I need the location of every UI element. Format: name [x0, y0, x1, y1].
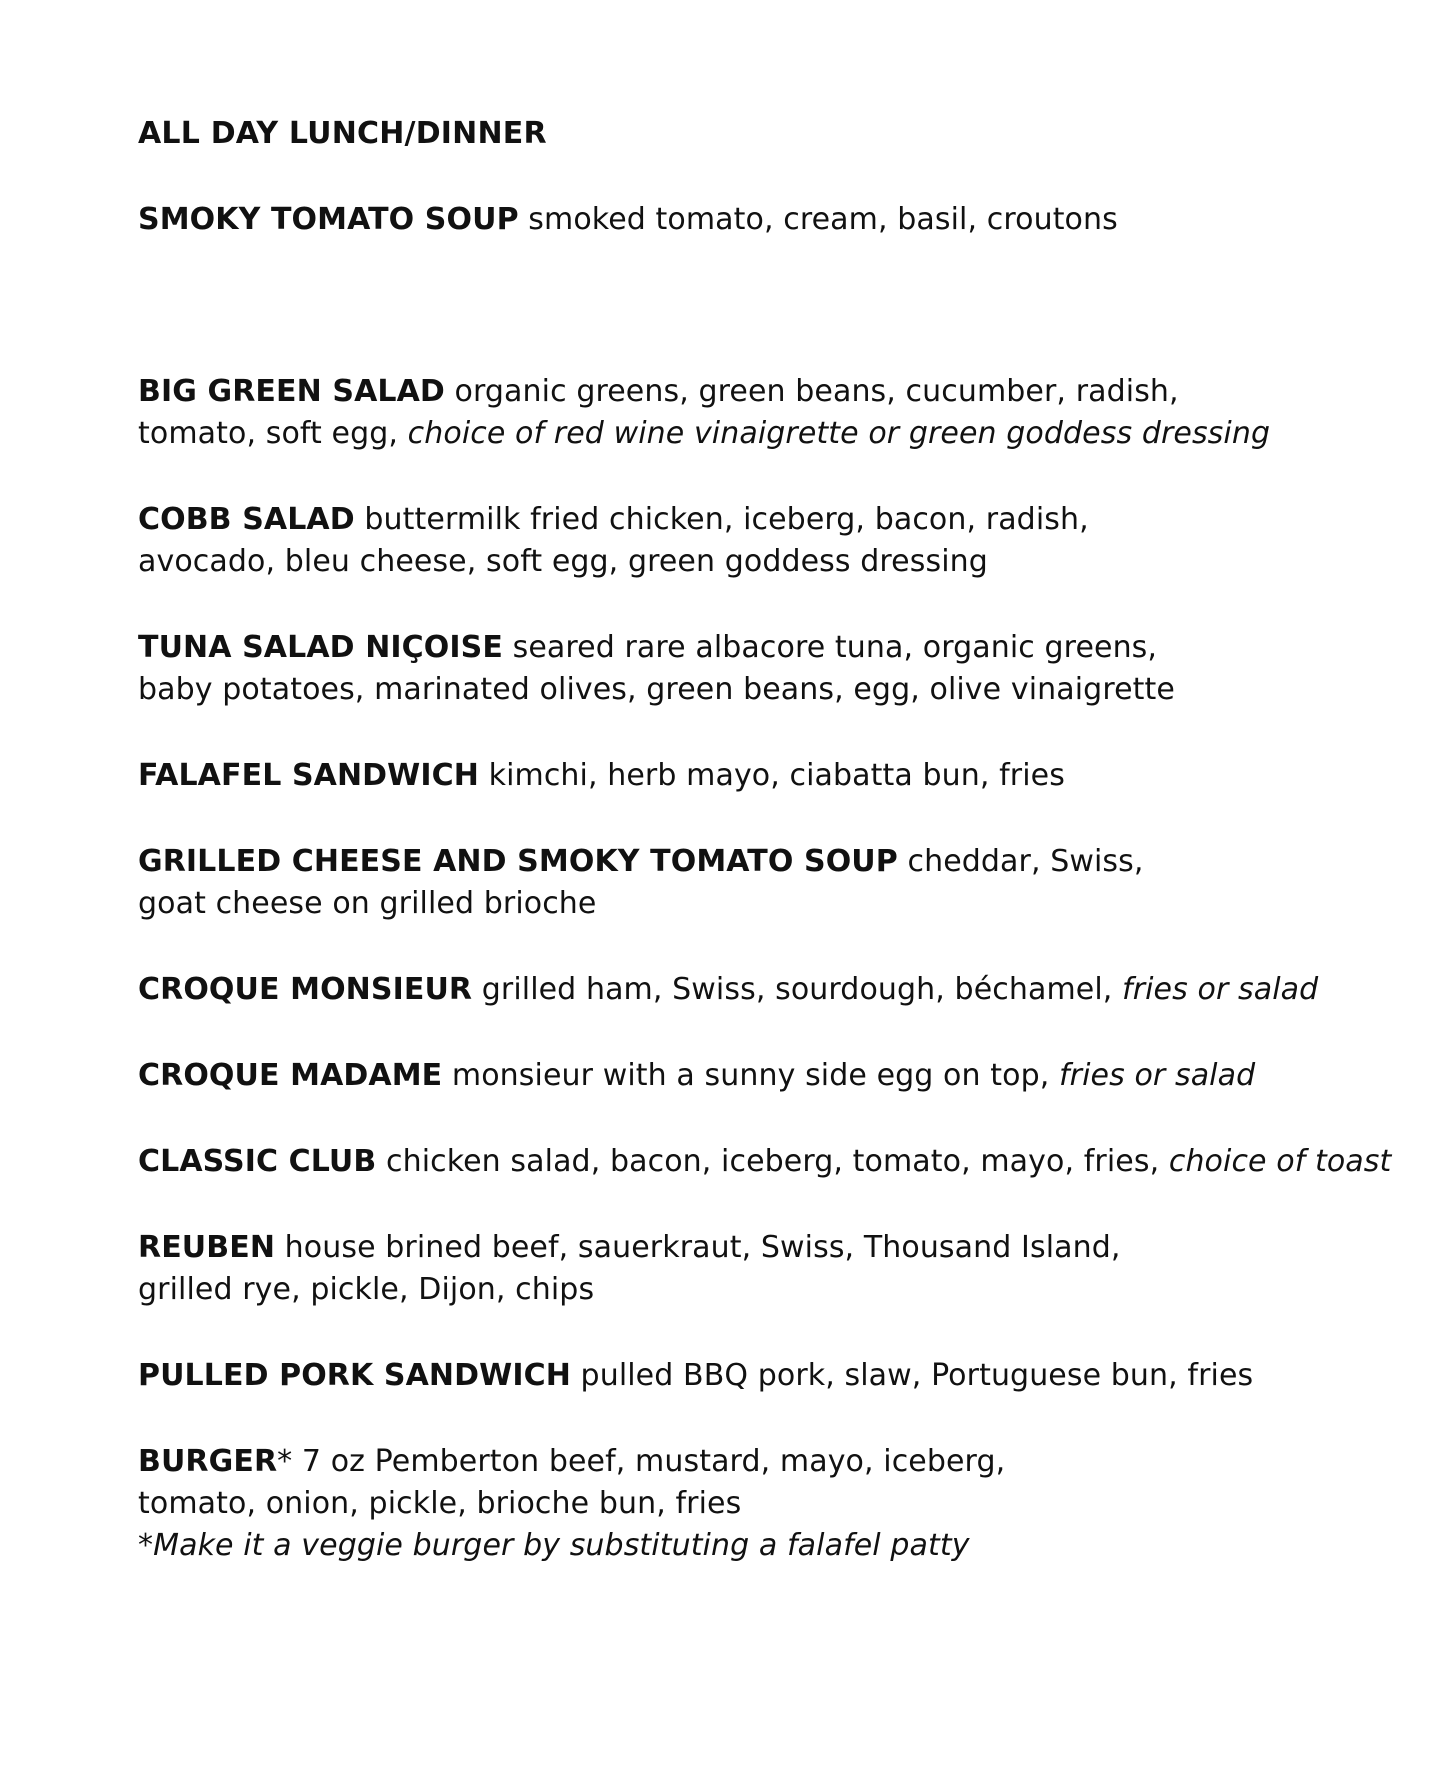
item-note: choice of red wine vinaigrette or green goddess dressing — [407, 416, 1271, 451]
item-name: CLASSIC CLUB — [138, 1144, 377, 1179]
item-line — [138, 969, 1428, 1011]
menu-item-reuben — [138, 1227, 1428, 1311]
item-line — [138, 199, 1428, 241]
menu-item-falafel-sandwich — [138, 755, 1428, 797]
item-name: PULLED PORK SANDWICH — [138, 1358, 571, 1393]
item-name: GRILLED CHEESE AND SMOKY TOMATO SOUP — [138, 844, 898, 879]
item-line — [138, 1441, 1428, 1483]
item-line — [138, 1483, 1428, 1525]
item-footnote: *Make it a veggie burger by substituting a falafel patty — [138, 1528, 970, 1563]
item-description: chicken salad, bacon, iceberg, tomato, mayo, fries, — [376, 1144, 1169, 1179]
item-line — [138, 1227, 1428, 1269]
menu-item-classic-club — [138, 1141, 1428, 1183]
item-description: avocado, bleu cheese, soft egg, green goddess dressing — [138, 544, 988, 579]
item-name: FALAFEL SANDWICH — [138, 758, 479, 793]
item-description: pulled BBQ pork, slaw, Portuguese bun, fries — [570, 1358, 1254, 1393]
item-name: SMOKY TOMATO SOUP — [138, 202, 519, 237]
menu-item-tuna-salad-nicoise — [138, 627, 1428, 711]
item-description: smoked tomato, cream, basil, croutons — [518, 202, 1118, 237]
item-note: choice of toast — [1168, 1144, 1392, 1179]
item-name: TUNA SALAD NIÇOISE — [138, 630, 503, 665]
item-line — [138, 627, 1428, 669]
menu-item-big-green-salad — [138, 371, 1428, 455]
item-description: house brined beef, sauerkraut, Swiss, Thousand Island, — [275, 1230, 1121, 1265]
menu — [138, 113, 1428, 1611]
item-line — [138, 413, 1428, 455]
item-description: tomato, onion, pickle, brioche bun, fries — [138, 1486, 742, 1521]
item-description: grilled ham, Swiss, sourdough, béchamel, — [472, 972, 1123, 1007]
menu-item-burger — [138, 1441, 1428, 1567]
item-line — [138, 499, 1428, 541]
item-line — [138, 541, 1428, 583]
menu-item-pulled-pork-sandwich — [138, 1355, 1428, 1397]
item-line — [138, 1141, 1428, 1183]
item-line — [138, 883, 1428, 925]
menu-item-croque-monsieur — [138, 969, 1428, 1011]
menu-item-smoky-tomato-soup — [138, 199, 1428, 241]
item-description: seared rare albacore tuna, organic greens, — [502, 630, 1158, 665]
item-line — [138, 1355, 1428, 1397]
item-name: REUBEN — [138, 1230, 276, 1265]
item-description: grilled rye, pickle, Dijon, chips — [138, 1272, 595, 1307]
item-name: COBB SALAD — [138, 502, 355, 537]
item-description: goat cheese on grilled brioche — [138, 886, 597, 921]
item-name: BIG GREEN SALAD — [138, 374, 445, 409]
item-description: cheddar, Swiss, — [897, 844, 1144, 879]
item-description: organic greens, green beans, cucumber, radish, — [444, 374, 1179, 409]
menu-item-croque-madame — [138, 1055, 1428, 1097]
item-note: fries or salad — [1058, 1058, 1256, 1093]
item-description: * 7 oz Pemberton beef, mustard, mayo, iceberg, — [277, 1444, 1006, 1479]
item-line — [138, 755, 1428, 797]
item-name: CROQUE MONSIEUR — [138, 972, 473, 1007]
item-line — [138, 1269, 1428, 1311]
item-line — [138, 669, 1428, 711]
item-line — [138, 841, 1428, 883]
item-line — [138, 1055, 1428, 1097]
menu-item-grilled-cheese-and-smoky-tomato-soup — [138, 841, 1428, 925]
item-name: BURGER — [138, 1444, 278, 1479]
item-description: tomato, soft egg, — [138, 416, 408, 451]
menu-title: ALL DAY LUNCH/DINNER — [138, 116, 547, 151]
item-description: baby potatoes, marinated olives, green beans, egg, olive vinaigrette — [138, 672, 1175, 707]
menu-item-cobb-salad — [138, 499, 1428, 583]
item-description: monsieur with a sunny side egg on top, — [442, 1058, 1059, 1093]
item-description: kimchi, herb mayo, ciabatta bun, fries — [478, 758, 1065, 793]
item-note: fries or salad — [1122, 972, 1319, 1007]
item-description: buttermilk fried chicken, iceberg, bacon, radish, — [354, 502, 1089, 537]
item-line — [138, 371, 1428, 413]
item-name: CROQUE MADAME — [138, 1058, 443, 1093]
